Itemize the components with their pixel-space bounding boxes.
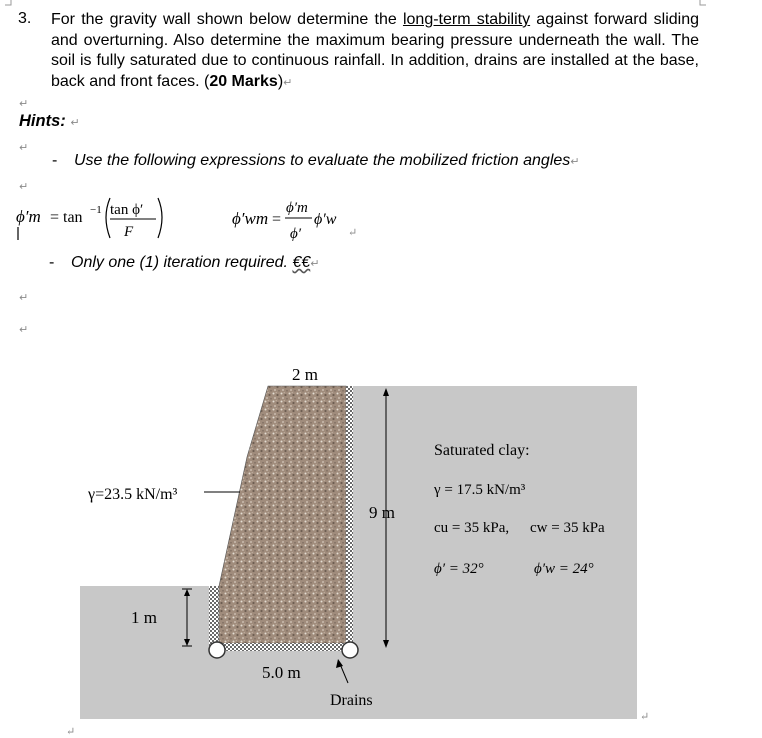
paragraph-mark-icon: ↵	[19, 323, 29, 336]
base-drain-strip	[219, 643, 352, 651]
label-wall-unit-weight: γ=23.5 kN/m³	[88, 486, 178, 503]
bullet-dash-2: -	[49, 254, 55, 271]
soil-cw: cw = 35 kPa	[530, 520, 605, 536]
eq2-denominator: ϕ′	[290, 226, 302, 242]
eq2-lhs: ϕ′wm	[232, 209, 269, 228]
eq2-numerator: ϕ′m	[286, 200, 308, 216]
question-text-part2: against forward sliding and overturning. Also determine the maximum bearing pressure underneath the wall. The soil is fully saturated due to continuous rainfall. In addition, drains are installed at the base, back and front faces. (	[51, 11, 700, 90]
back-drain-strip	[346, 386, 353, 648]
paragraph-mark-icon: ↵	[570, 155, 580, 168]
eq2-equals: =	[272, 211, 282, 228]
label-embed-depth: 1 m	[131, 608, 157, 627]
paragraph-mark-icon: ↵	[19, 180, 29, 193]
eq1-exponent: −1	[90, 204, 102, 216]
label-height: 9 m	[369, 503, 395, 522]
question-close: )	[277, 72, 284, 90]
paragraph-mark-icon: ↵	[640, 711, 650, 723]
question-marks: 20 Marks	[209, 72, 278, 90]
label-top-width: 2 m	[292, 365, 318, 384]
paragraph-mark-icon: ↵	[19, 291, 29, 304]
eq1-func: tan	[63, 209, 83, 226]
paragraph-mark-icon: ↵	[348, 227, 358, 239]
paragraph-mark-icon: ↵	[70, 116, 80, 129]
drain-back-circle	[342, 642, 358, 658]
hint-bullet-1-text: Use the following expressions to evaluate the mobilized friction angles	[74, 152, 571, 169]
paragraph-mark-icon: ↵	[66, 726, 76, 738]
eq1-numerator: tan ϕ′	[110, 202, 144, 218]
eq1-lhs: ϕ′m	[16, 207, 41, 226]
gravity-wall-body	[219, 386, 346, 650]
label-drains: Drains	[330, 692, 373, 709]
paragraph-mark-icon: ↵	[19, 97, 29, 110]
soil-phi: ϕ′ = 32°	[434, 561, 484, 577]
paragraph-mark-icon: ↵	[310, 257, 320, 270]
eq1-denominator: F	[124, 224, 134, 240]
question-text-part1: For the gravity wall shown below determine the	[51, 11, 403, 28]
hints-title-text: Hints:	[19, 112, 66, 130]
soil-title: Saturated clay:	[434, 442, 530, 459]
eq2-multiplier: ϕ′w	[314, 211, 337, 228]
question-number: 3.	[18, 10, 32, 27]
soil-cu: cu = 35 kPa,	[434, 520, 510, 536]
paragraph-mark-icon: ↵	[283, 75, 293, 89]
question-underlined-text: long-term stability	[402, 11, 531, 28]
hint-bullet-2-suffix: €€	[292, 254, 311, 271]
eq1-equals: =	[50, 209, 60, 226]
drain-front-circle	[209, 642, 225, 658]
soil-phiw: ϕ′w = 24°	[534, 561, 594, 577]
label-base-width: 5.0 m	[262, 663, 301, 682]
bullet-dash-1: -	[52, 152, 58, 169]
paragraph-mark-icon: ↵	[19, 141, 29, 154]
hint-bullet-2-text: Only one (1) iteration required.	[71, 254, 288, 271]
soil-unit-weight: γ = 17.5 kN/m³	[434, 482, 526, 498]
